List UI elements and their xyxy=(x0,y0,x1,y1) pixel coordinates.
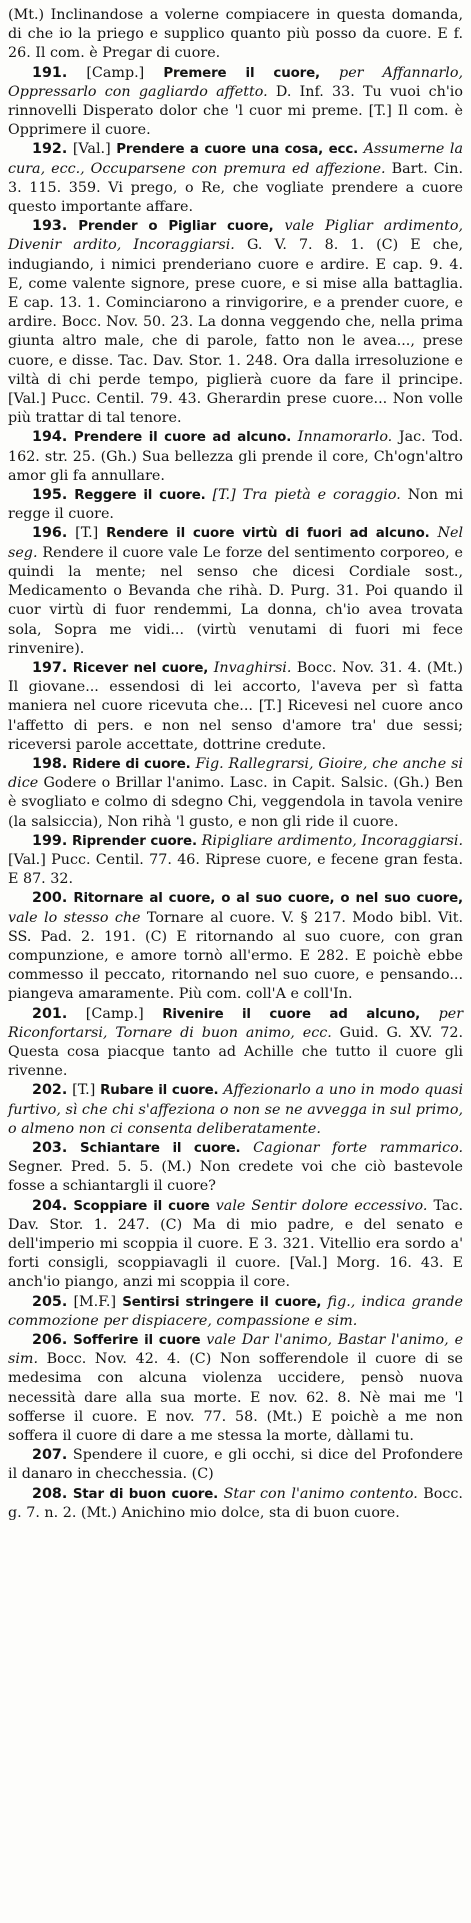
entry-definition: vale Pigliar ardimento, Divenir ardito, Incoraggiarsi. xyxy=(8,218,464,254)
entry-definition: Fig. Rallegrarsi, Gioire, che anche si dice xyxy=(8,755,464,792)
entry-definition: Affezionarlo a uno in modo quasi furtivo, sì che chi s'affeziona o non se ne avvegga in sul primo, o almeno non ci consenta deliberatamente. xyxy=(8,1082,464,1137)
entry-number: 201. xyxy=(32,1005,68,1022)
entry-text: Segner. Pred. 5. 5. (M.) Non credete voi che ciò bastevole fosse a schiantargli il cuore? xyxy=(8,1159,463,1195)
entry-definition: per Affannarlo, Oppressarlo con gagliardo affetto. xyxy=(8,64,464,100)
entry-definition: Ripigliare ardimento, Incoraggiarsi. xyxy=(201,832,463,849)
entry-text: Rendere il cuore vale Le forze del sentimento corporeo, e quindi la mente; nel senso che dicesi Cordiale sost., Medicamento o Bevanda che rihà. D. Purg. 31. Poi quando il cuor virtù di fuor rendemmi, La donna, ch'io avea trovata sola, Sopra me vidi... (virtù venutami di fuori mi fece rinvenire). xyxy=(8,544,463,657)
entry-196 xyxy=(8,524,463,658)
entry-source: [Val.] xyxy=(72,141,111,158)
entry-headword: Ridere di cuore. xyxy=(72,756,191,772)
entry-continuation xyxy=(8,6,463,64)
entry-headword: Sofferire il cuore xyxy=(73,1333,201,1349)
entry-headword: Schiantare il cuore. xyxy=(79,1140,241,1156)
entry-definition: Invaghirsi. xyxy=(213,659,292,676)
entry-definition: Nel seg. xyxy=(8,525,464,561)
entry-194 xyxy=(8,428,463,486)
entry-text: D. Inf. 33. Tu vuoi ch'io rinnovelli Disperato dolor che 'l cuor mi preme. [T.] Il com. è Opprimere il cuore. xyxy=(8,83,463,139)
entry-definition: Assumerne la cura, ecc., Occuparsene con premura ed affezione. xyxy=(8,141,464,177)
entry-number: 208. xyxy=(32,1485,68,1502)
entry-text: G. V. 7. 8. 1. (C) E che, indugiando, i nimici prenderiano cuore e ardire. E cap. 9. 4. E, come valente signore, prese cuore, e si mise alla battaglia. E cap. 13. 1. Cominciarono a rinvigorire, e a prender cuore, e ardire. Bocc. Nov. 50. 23. La donna veggendo che, nella prima giunta altro male, che di parole, fatto non le avea..., prese cuore, e disse. Tac. Dav. Stor. 1. 248. Ora dalla irresoluzione e viltà di chi perde tempo, piglierà cuore da fare il principe. [Val.] Pucc. Centil. 79. 43. Gherardin prese cuore... Non volle più trattar di tal tenore. xyxy=(8,237,464,427)
entry-number: 202. xyxy=(32,1082,68,1099)
entry-text: Non mi regge il cuore. xyxy=(8,487,464,523)
entry-number: 195. xyxy=(32,487,68,504)
entry-number: 203. xyxy=(32,1139,68,1156)
entry-208 xyxy=(8,1485,463,1523)
entry-number: 196. xyxy=(32,525,68,542)
entry-207 xyxy=(8,1446,463,1484)
entry-203 xyxy=(8,1139,463,1197)
entry-197 xyxy=(8,659,463,755)
entry-text: Bocc. Nov. 42. 4. (C) Non sofferendole il cuore di se medesima con alcuna violenza uccidere, pensò nuova necessità dare alla sua morte. E nov. 62. 8. Nè mai me 'l sofferse il cuore. E nov. 77. 58. (Mt.) E poichè a me non soffera il cuore di dare a me stessa la morte, dàllami tu. xyxy=(8,1351,463,1445)
entry-number: 205. xyxy=(32,1293,68,1310)
entry-definition: fig., indica grande commozione per dispiacere, compassione e sim. xyxy=(8,1293,464,1329)
entry-206 xyxy=(8,1331,463,1446)
entry-text: Godere o Brillar l'animo. Lasc. in Capit. Salsic. (Gh.) Ben è svogliato e colmo di sdegno Chi, veggendola in tavola venire (la salsiccia), Non rihà 'l gusto, e non gli ride il cuore. xyxy=(8,775,463,830)
entry-source: [Camp.] xyxy=(86,64,145,81)
entry-headword: Premere il cuore, xyxy=(163,65,320,81)
entry-number: 207. xyxy=(32,1447,68,1464)
entry-205 xyxy=(8,1293,463,1331)
entry-definition: vale Dar l'animo, Bastar l'animo, e sim. xyxy=(8,1332,464,1368)
entry-headword: Reggere il cuore. xyxy=(74,488,206,504)
entry-headword: Star di buon cuore. xyxy=(72,1486,219,1502)
entry-definition: vale Sentir dolore eccessivo. xyxy=(215,1197,428,1214)
entry-headword: Prendere il cuore ad alcuno. xyxy=(73,430,292,446)
entry-text: Bart. Cin. 3. 115. 359. Vi prego, o Re, che vogliate prendere a cuore questo importante affare. xyxy=(8,160,464,216)
entry-headword: Scoppiare il cuore xyxy=(73,1198,210,1214)
entry-text: Guid. G. XV. 72. Questa cosa piacque tanto ad Achille che tutto il cuore gli rivenne. xyxy=(8,1024,464,1080)
entry-192 xyxy=(8,140,463,217)
entry-definition: Star con l'animo contento. xyxy=(223,1485,418,1502)
entry-number: 198. xyxy=(32,755,68,772)
entry-number: 194. xyxy=(32,429,68,446)
entry-text: Tac. Dav. Stor. 1. 247. (C) Ma di mio padre, e del senato e dell'imperio mi scoppia il cuore. E 3. 321. Vitellio era sordo a' forti consigli, scoppiavagli il cuore. [Val.] Morg. 16. 43. E anch'io piango, anzi mi scoppia il core. xyxy=(8,1197,463,1291)
entry-headword: Ritornare al cuore, o al suo cuore, o nel suo cuore, xyxy=(73,891,463,907)
entry-source: [T.] xyxy=(75,525,99,542)
entry-number: 191. xyxy=(32,64,68,81)
entry-199 xyxy=(8,832,463,890)
entry-source: [M.F.] xyxy=(73,1293,117,1310)
entry-number: 192. xyxy=(32,141,68,158)
entry-headword: Prender o Pigliar cuore, xyxy=(78,219,274,235)
entry-headword: Rubare il cuore. xyxy=(100,1083,219,1099)
entry-headword: Riprender cuore. xyxy=(72,833,197,849)
entry-text: Bocc. Nov. 31. 4. (Mt.) Il giovane... essendosi di lei accorto, l'aveva per sì fatta maniera nel cuore ricevuta che... [T.] Ricevesi nel cuore anco l'affetto di pers. e non nel senso d'amore tra' due sessi; riceversi parole accettate, dottrine credute. xyxy=(8,659,464,753)
entry-definition: vale lo stesso che xyxy=(8,909,141,926)
entry-text: Tornare al cuore. V. § 217. Modo bibl. Vit. SS. Pad. 2. 191. (C) E ritornando al suo cuore, con gran compunzione, e amore tornò all'ermo. E 282. E poichè ebbe commesso il peccato, ritornando nel suo cuore, e pensando... piangeva amaramente. Più com. coll'A e coll'In. xyxy=(8,909,464,1003)
entry-number: 197. xyxy=(32,659,68,676)
entry-definition: Innamorarlo. xyxy=(297,429,393,446)
entry-definition: [T.] Tra pietà e coraggio. xyxy=(212,487,401,504)
entry-headword: Prendere a cuore una cosa, ecc. xyxy=(116,142,359,158)
entry-source: [Camp.] xyxy=(85,1005,144,1022)
entry-text: (Mt.) Inclinandose a volerne compiacere in questa domanda, di che io la priego e supplico quanto più posso da cuore. E f. 26. Il com. è Pregar di cuore. xyxy=(8,7,463,62)
entry-headword: Sentirsi stringere il cuore, xyxy=(122,1294,322,1310)
entry-headword: Rivenire il cuore ad alcuno, xyxy=(162,1006,421,1022)
entry-definition: Cagionar forte rammarico. xyxy=(253,1139,464,1156)
entry-200 xyxy=(8,889,463,1004)
entry-text: Spendere il cuore, e gli occhi, si dice del Profondere il danaro in checchessia. (C) xyxy=(8,1447,463,1483)
entry-204 xyxy=(8,1197,463,1293)
entry-number: 206. xyxy=(32,1332,68,1349)
entry-number: 204. xyxy=(32,1197,68,1214)
entry-193 xyxy=(8,217,463,428)
entry-headword: Ricever nel cuore, xyxy=(72,660,209,676)
entry-headword: Rendere il cuore virtù di fuori ad alcuno. xyxy=(106,526,430,542)
entry-number: 199. xyxy=(32,832,68,849)
entry-number: 193. xyxy=(32,218,68,235)
entry-number: 200. xyxy=(32,890,68,907)
entry-201 xyxy=(8,1005,463,1082)
entry-text: Jac. Tod. 162. str. 25. (Gh.) Sua bellezza gli prende il core, Ch'ogn'altro amor gli fa annullare. xyxy=(8,429,464,484)
entry-definition: per Riconfortarsi, Tornare di buon animo, ecc. xyxy=(8,1005,464,1041)
entry-source: [T.] xyxy=(72,1082,96,1099)
entry-text: Bocc. g. 7. n. 2. (Mt.) Anichino mio dolce, sta di buon cuore. xyxy=(8,1485,463,1521)
entry-text: [Val.] Pucc. Centil. 77. 46. Riprese cuore, e fecene gran festa. E 87. 32. xyxy=(8,851,463,888)
entry-202 xyxy=(8,1081,463,1139)
entry-195 xyxy=(8,486,463,524)
entry-198 xyxy=(8,755,463,832)
entry-191 xyxy=(8,64,463,141)
